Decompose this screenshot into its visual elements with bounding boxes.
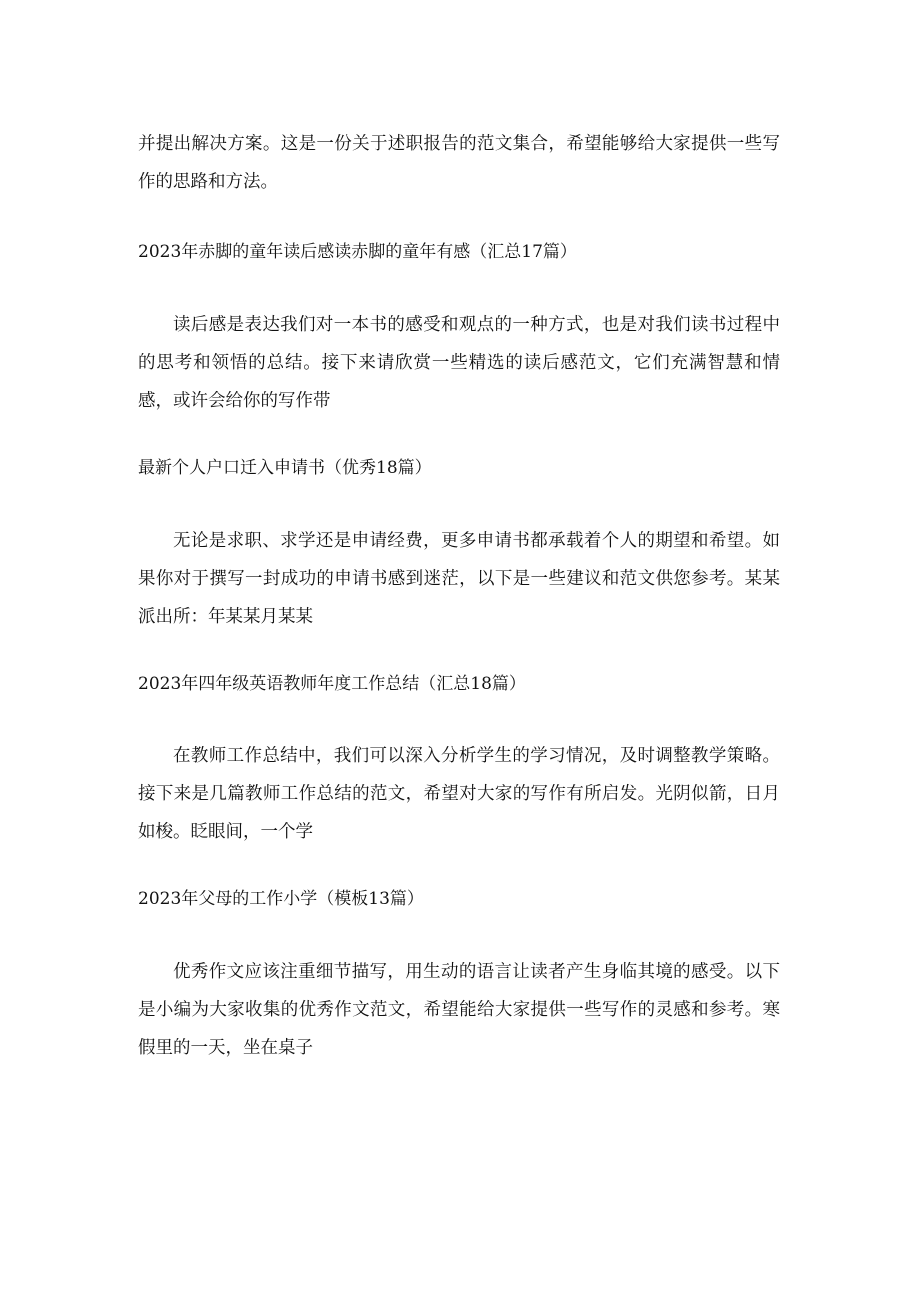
section-title-3: 2023年四年级英语教师年度工作总结（汇总18篇） [138, 674, 526, 694]
section-title-4: 2023年父母的工作小学（模板13篇） [138, 889, 424, 909]
section-body-4: 优秀作文应该注重细节描写，用生动的语言让读者产生身临其境的感受。以下是小编为大家收集的优秀作文范文，希望能给大家提供一些写作的灵感和参考。寒假里的一天，坐在桌子 [138, 962, 780, 1058]
section-title-2: 最新个人户口迁入申请书（优秀18篇） [138, 458, 432, 478]
section-title-1: 2023年赤脚的童年读后感读赤脚的童年有感（汇总17篇） [138, 242, 577, 262]
intro-paragraph: 并提出解决方案。这是一份关于述职报告的范文集合，希望能够给大家提供一些写作的思路和方法。 [138, 134, 780, 192]
section-body-2: 无论是求职、求学还是申请经费，更多申请书都承载着个人的期望和希望。如果你对于撰写一封成功的申请书感到迷茫，以下是一些建议和范文供您参考。某某派出所：年某某月某某 [138, 531, 780, 627]
section-body-1: 读后感是表达我们对一本书的感受和观点的一种方式，也是对我们读书过程中的思考和领悟的总结。接下来请欣赏一些精选的读后感范文，它们充满智慧和情感，或许会给你的写作带 [138, 315, 780, 411]
section-body-3: 在教师工作总结中，我们可以深入分析学生的学习情况，及时调整教学策略。接下来是几篇教师工作总结的范文，希望对大家的写作有所启发。光阴似箭，日月如梭。眨眼间，一个学 [138, 746, 780, 842]
